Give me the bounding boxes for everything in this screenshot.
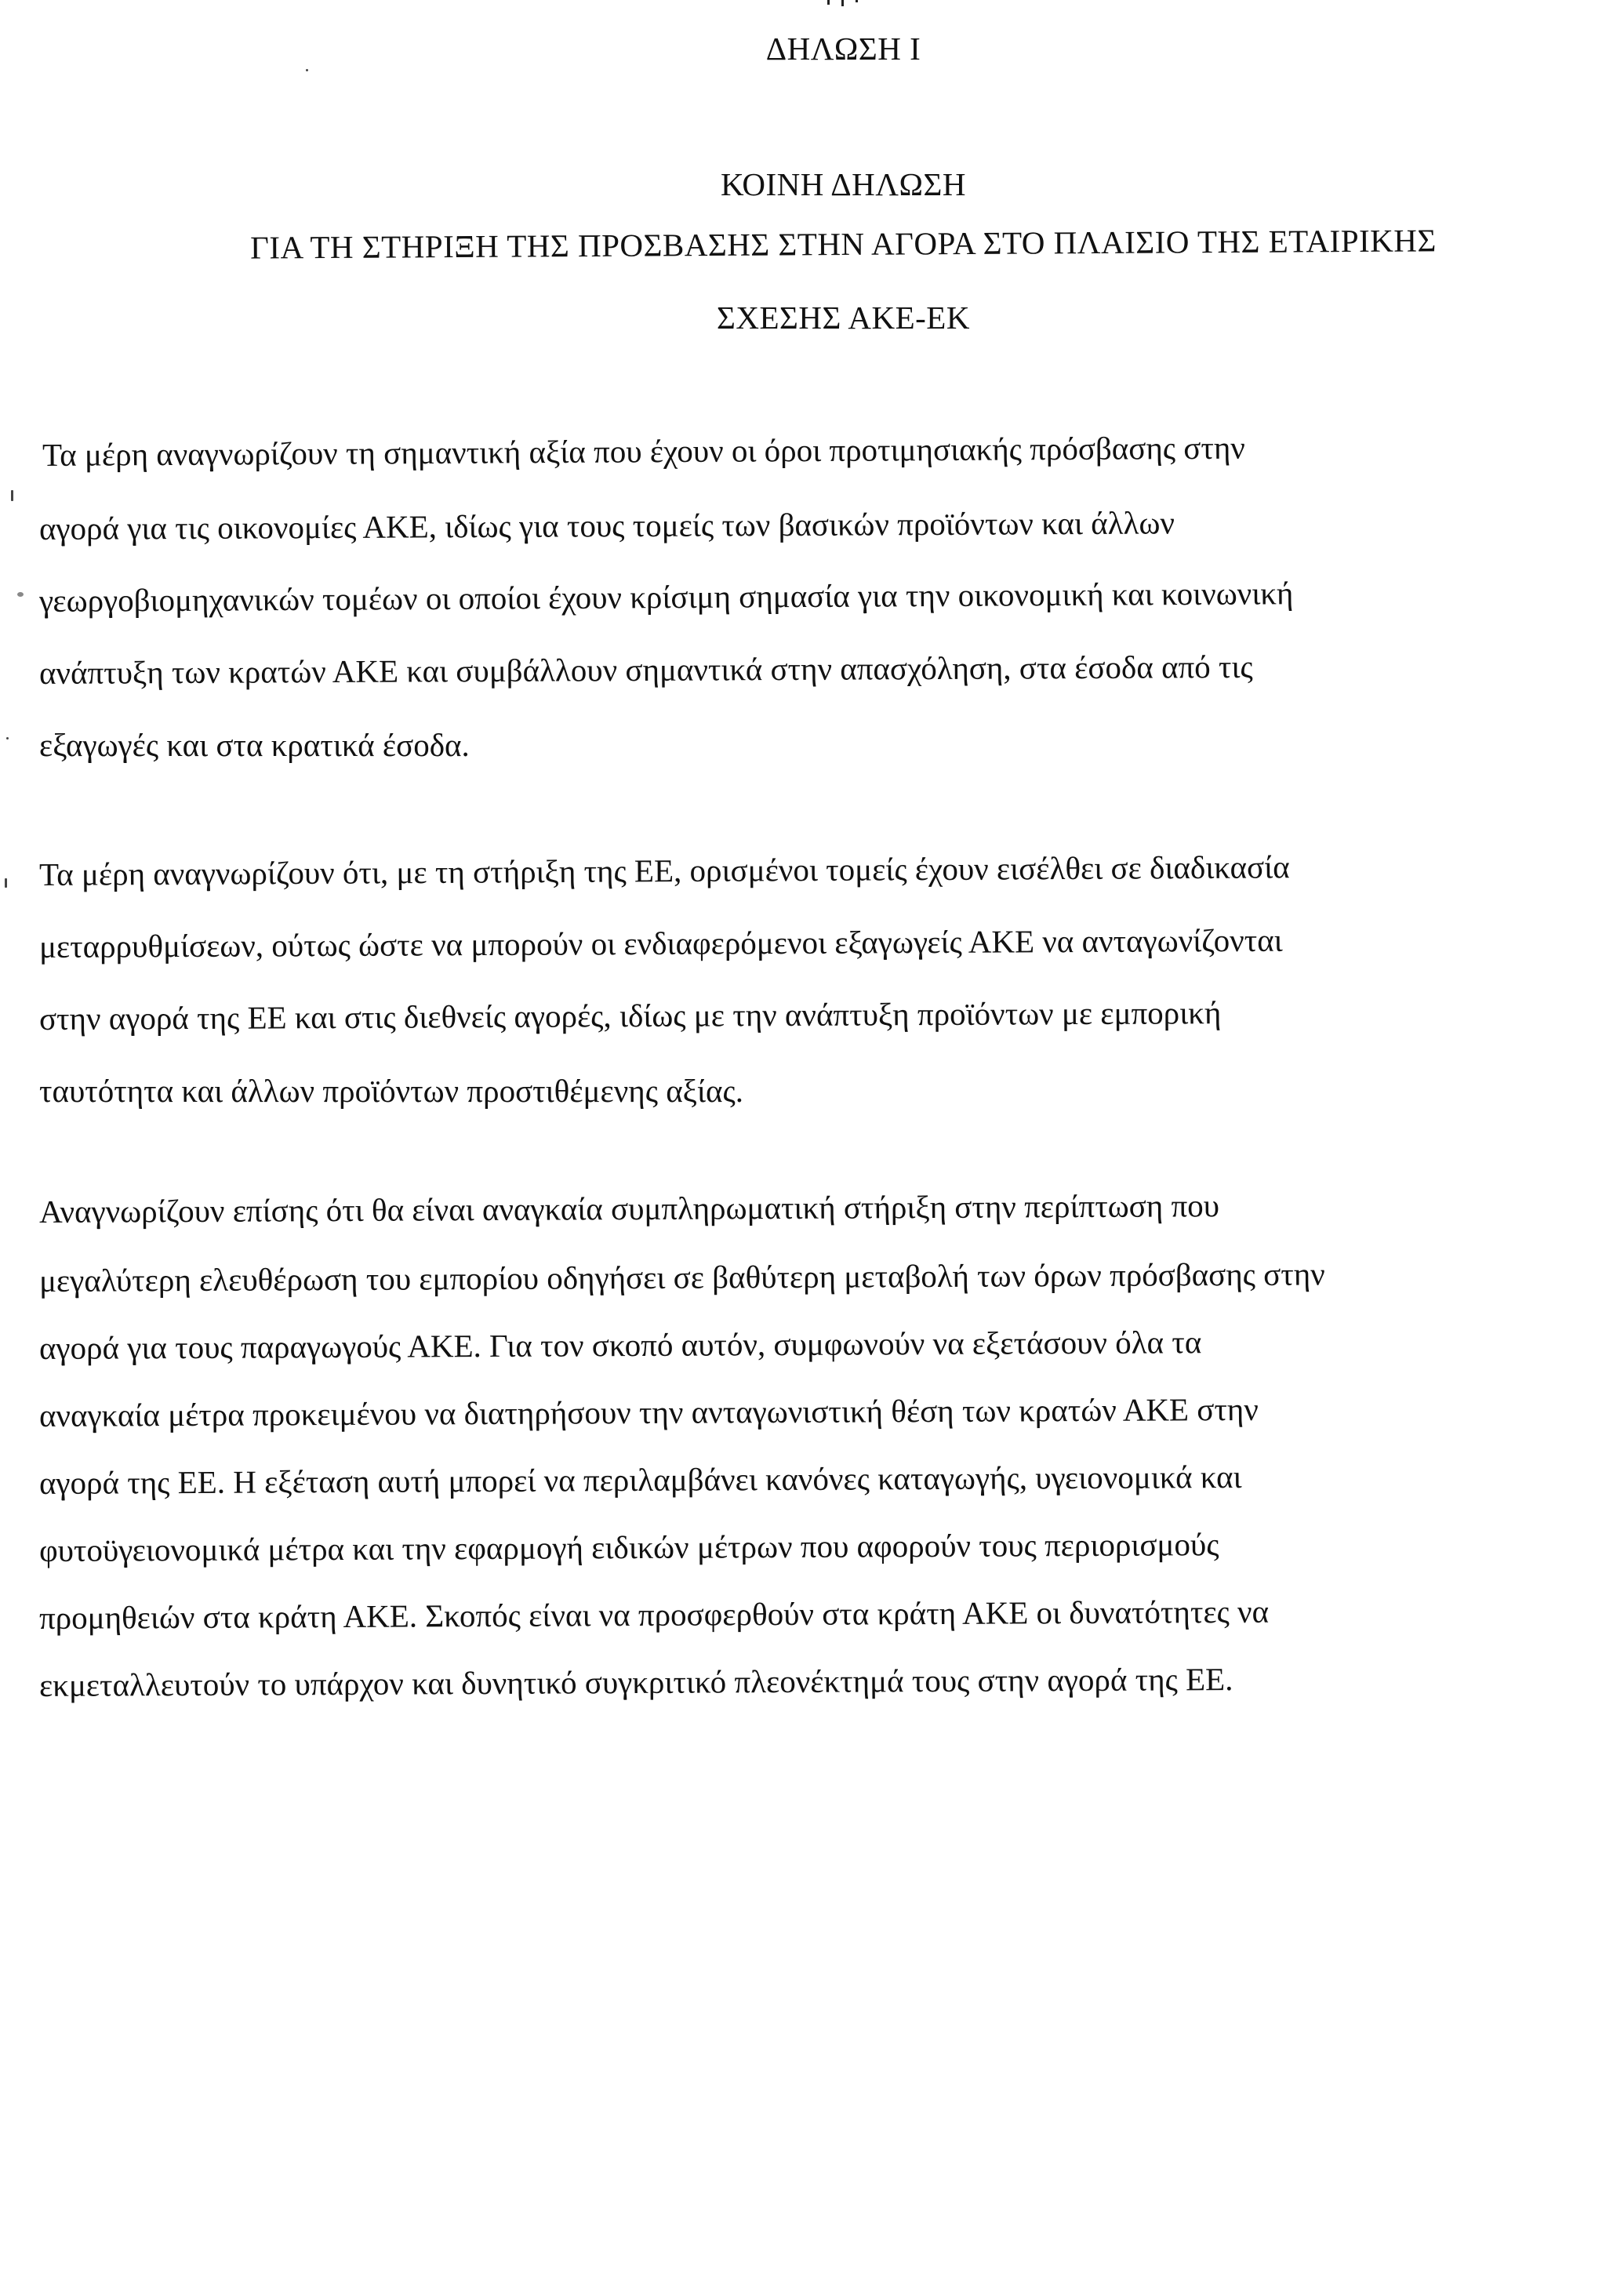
paragraph-line: φυτοϋγειονομικά μέτρα και την εφαρμογή ειδικών μέτρων που αφορούν τους περιορισμούς <box>38 1526 1219 1568</box>
paragraph-line: εκμεταλλευτούν το υπάρχον και δυνητικό συγκριτικό πλεονέκτημά τους στην αγορά της ΕΕ. <box>38 1661 1233 1703</box>
declaration-subject-line-2: ΣΧΕΣΗΣ ΑΚΕ-ΕΚ <box>717 300 970 336</box>
paragraph-line: προμηθειών στα κράτη ΑΚΕ. Σκοπός είναι να προσφερθούν στα κράτη ΑΚΕ οι δυνατότητες να <box>38 1593 1270 1636</box>
paragraph-line: αγορά για τις οικονομίες ΑΚΕ, ιδίως για τους τομείς των βασικών προϊόντων και άλλων <box>38 504 1175 547</box>
scan-speck <box>11 490 13 501</box>
paragraph-line: ανάπτυξη των κρατών ΑΚΕ και συμβάλλουν σημαντικά στην απασχόληση, στα έσοδα από τις <box>38 648 1253 691</box>
paragraph-line: στην αγορά της ΕΕ και στις διεθνείς αγορές, ιδίως με την ανάπτυξη προϊόντων με εμπορική <box>38 994 1222 1037</box>
paragraph-line: αναγκαία μέτρα προκειμένου να διατηρήσουν την ανταγωνιστική θέση των κρατών ΑΚΕ στην <box>38 1390 1259 1434</box>
scan-speck <box>17 592 24 597</box>
scan-speck <box>6 737 9 739</box>
paragraph-line: γεωργοβιομηχανικών τομέων οι οποίοι έχουν κρίσιμη σημασία για την οικονομική και κοινωνική <box>38 575 1294 619</box>
paragraph-line: Τα μέρη αναγνωρίζουν τη σημαντική αξία που έχουν οι όροι προτιμησιακής πρόσβασης στην <box>42 429 1246 473</box>
paragraph-line: αγορά της ΕΕ. Η εξέταση αυτή μπορεί να περιλαμβάνει κανόνες καταγωγής, υγειονομικά και <box>38 1458 1242 1501</box>
declaration-subject-line-1: ΓΙΑ ΤΗ ΣΤΗΡΙΞΗ ΤΗΣ ΠΡΟΣΒΑΣΗΣ ΣΤΗΝ ΑΓΟΡΑ ΣΤΟ ΠΛΑΙΣΙΟ ΤΗΣ ΕΤΑΙΡΙΚΗΣ <box>250 222 1437 266</box>
scan-speck <box>306 69 308 71</box>
paragraph-line: Αναγνωρίζουν επίσης ότι θα είναι αναγκαία συμπληρωματική στήριξη στην περίπτωση που <box>38 1187 1220 1230</box>
paragraph-line: αγορά για τους παραγωγούς ΑΚΕ. Για τον σκοπό αυτόν, συμφωνούν να εξετάσουν όλα τα <box>38 1324 1202 1366</box>
declaration-number-heading: ΔΗΛΩΣΗ I <box>765 31 921 67</box>
joint-declaration-heading: ΚΟΙΝΗ ΔΗΛΩΣΗ <box>721 166 966 202</box>
scan-artifact-top <box>827 0 859 6</box>
paragraph-line: ταυτότητα και άλλων προϊόντων προστιθέμενης αξίας. <box>39 1073 743 1109</box>
paragraph-line: μεγαλύτερη ελευθέρωση του εμπορίου οδηγήσει σε βαθύτερη μεταβολή των όρων πρόσβασης στην <box>38 1255 1325 1299</box>
paragraph-line: Τα μέρη αναγνωρίζουν ότι, με τη στήριξη της ΕΕ, ορισμένοι τομείς έχουν εισέλθει σε διαδικασία <box>38 848 1290 892</box>
paragraph-line: εξαγωγές και στα κρατικά έσοδα. <box>39 727 470 763</box>
scan-speck <box>5 878 7 888</box>
paragraph-line: μεταρρυθμίσεων, ούτως ώστε να μπορούν οι ενδιαφερόμενοι εξαγωγείς ΑΚΕ να ανταγωνίζονται <box>38 921 1283 965</box>
